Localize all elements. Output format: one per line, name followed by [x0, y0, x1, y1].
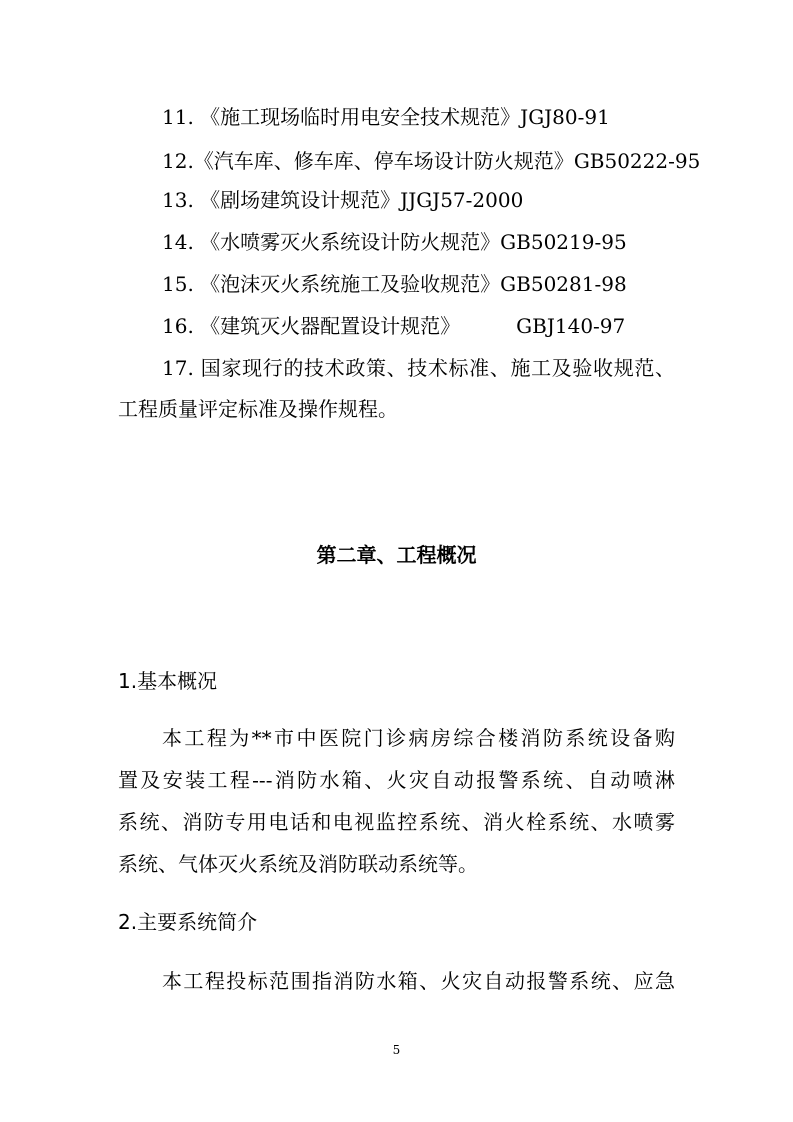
ref-title: 《汽车库、修车库、停车场设计防火规范》: [193, 149, 574, 173]
reference-item-17-cont: 工程质量评定标准及操作规程。: [118, 397, 398, 421]
ref-code: GB50222-95: [573, 149, 701, 173]
ref-num: 14.: [162, 230, 194, 254]
section-heading-1: 1.基本概况: [118, 669, 218, 693]
page-number: 5: [392, 1043, 401, 1057]
reference-item-13: [162, 186, 675, 214]
reference-item-17: 17. 国家现行的技术政策、技术标准、施工及验收规范、: [162, 356, 675, 380]
ref-code: GB50281-98: [500, 272, 627, 296]
ref-code: GBJ140-97: [516, 314, 626, 338]
ref-code: JJGJ57-2000: [400, 188, 524, 212]
ref-title: 《建筑灭火器配置设计规范》: [200, 314, 461, 338]
reference-item-15: [162, 270, 675, 298]
paragraph-line: 置及安装工程---消防水箱、火灾自动报警系统、自动喷淋: [118, 768, 675, 792]
ref-num: 11.: [162, 105, 194, 129]
reference-item-11: [162, 103, 675, 131]
ref-num: 15.: [162, 272, 194, 296]
ref-title: 《施工现场临时用电安全技术规范》: [200, 105, 521, 129]
paragraph-line: 系统、消防专用电话和电视监控系统、消火栓系统、水喷雾: [118, 810, 675, 834]
ref-num: 16.: [162, 314, 194, 338]
paragraph-line: 本工程投标范围指消防水箱、火灾自动报警系统、应急: [162, 969, 675, 993]
paragraph-line: 本工程为**市中医院门诊病房综合楼消防系统设备购: [162, 726, 675, 750]
reference-item-16: [162, 312, 675, 340]
ref-num: 13.: [162, 188, 194, 212]
reference-item-14: [162, 228, 675, 256]
ref-num: 12.: [162, 149, 194, 173]
ref-title: 《剧场建筑设计规范》: [200, 188, 401, 212]
ref-code: GB50219-95: [500, 230, 627, 254]
ref-title: 《泡沫灭火系统施工及验收规范》: [200, 272, 501, 296]
ref-code: JGJ80-91: [520, 105, 610, 129]
ref-title: 《水喷雾灭火系统设计防火规范》: [200, 230, 501, 254]
reference-item-12: [162, 147, 701, 175]
paragraph-line: 系统、气体灭火系统及消防联动系统等。: [118, 852, 478, 876]
chapter-title: 第二章、工程概况: [316, 543, 477, 567]
section-heading-2: 2.主要系统简介: [118, 910, 258, 934]
